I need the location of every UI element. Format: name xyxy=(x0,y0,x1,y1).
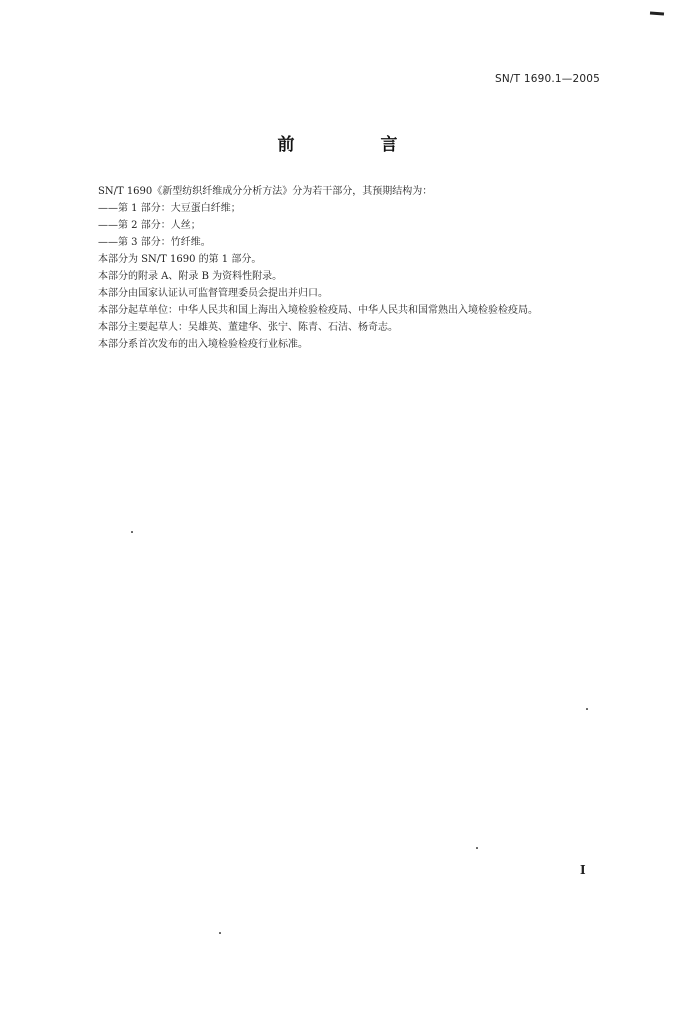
paragraph-proposed-by: 本部分由国家认证认可监督管理委员会提出并归口。 xyxy=(98,288,328,299)
list-item-part-1: ——第 1 部分：大豆蛋白纤维； xyxy=(98,203,241,214)
paragraph-structure: SN/T 1690《新型纺织纤维成分分析方法》分为若干部分，其预期结构为： xyxy=(98,186,433,197)
scan-speck xyxy=(131,531,133,533)
scan-speck xyxy=(476,847,478,849)
page-title: 前 言 xyxy=(277,135,438,155)
foreword-body xyxy=(78,183,608,353)
scan-speck xyxy=(586,708,588,710)
paragraph-part-statement: 本部分为 SN/T 1690 的第 1 部分。 xyxy=(98,254,262,265)
list-item-part-2: ——第 2 部分：人丝； xyxy=(98,220,201,231)
paragraph-drafters: 本部分主要起草人：吴雄英、董建华、张宁、陈青、石洁、杨奇志。 xyxy=(98,322,398,333)
paragraph-first-issue: 本部分系首次发布的出入境检验检疫行业标准。 xyxy=(98,339,308,350)
list-item-part-3: ——第 3 部分：竹纤维。 xyxy=(98,237,211,248)
paragraph-appendix: 本部分的附录 A、附录 B 为资料性附录。 xyxy=(98,271,283,282)
scan-mark xyxy=(650,12,664,16)
paragraph-drafting-units: 本部分起草单位：中华人民共和国上海出入境检验检疫局、中华人民共和国常熟出入境检验检疫局。 xyxy=(98,305,538,316)
scan-speck xyxy=(219,932,221,934)
page-number: I xyxy=(580,863,586,877)
standard-code: SN/T 1690.1—2005 xyxy=(495,73,600,85)
